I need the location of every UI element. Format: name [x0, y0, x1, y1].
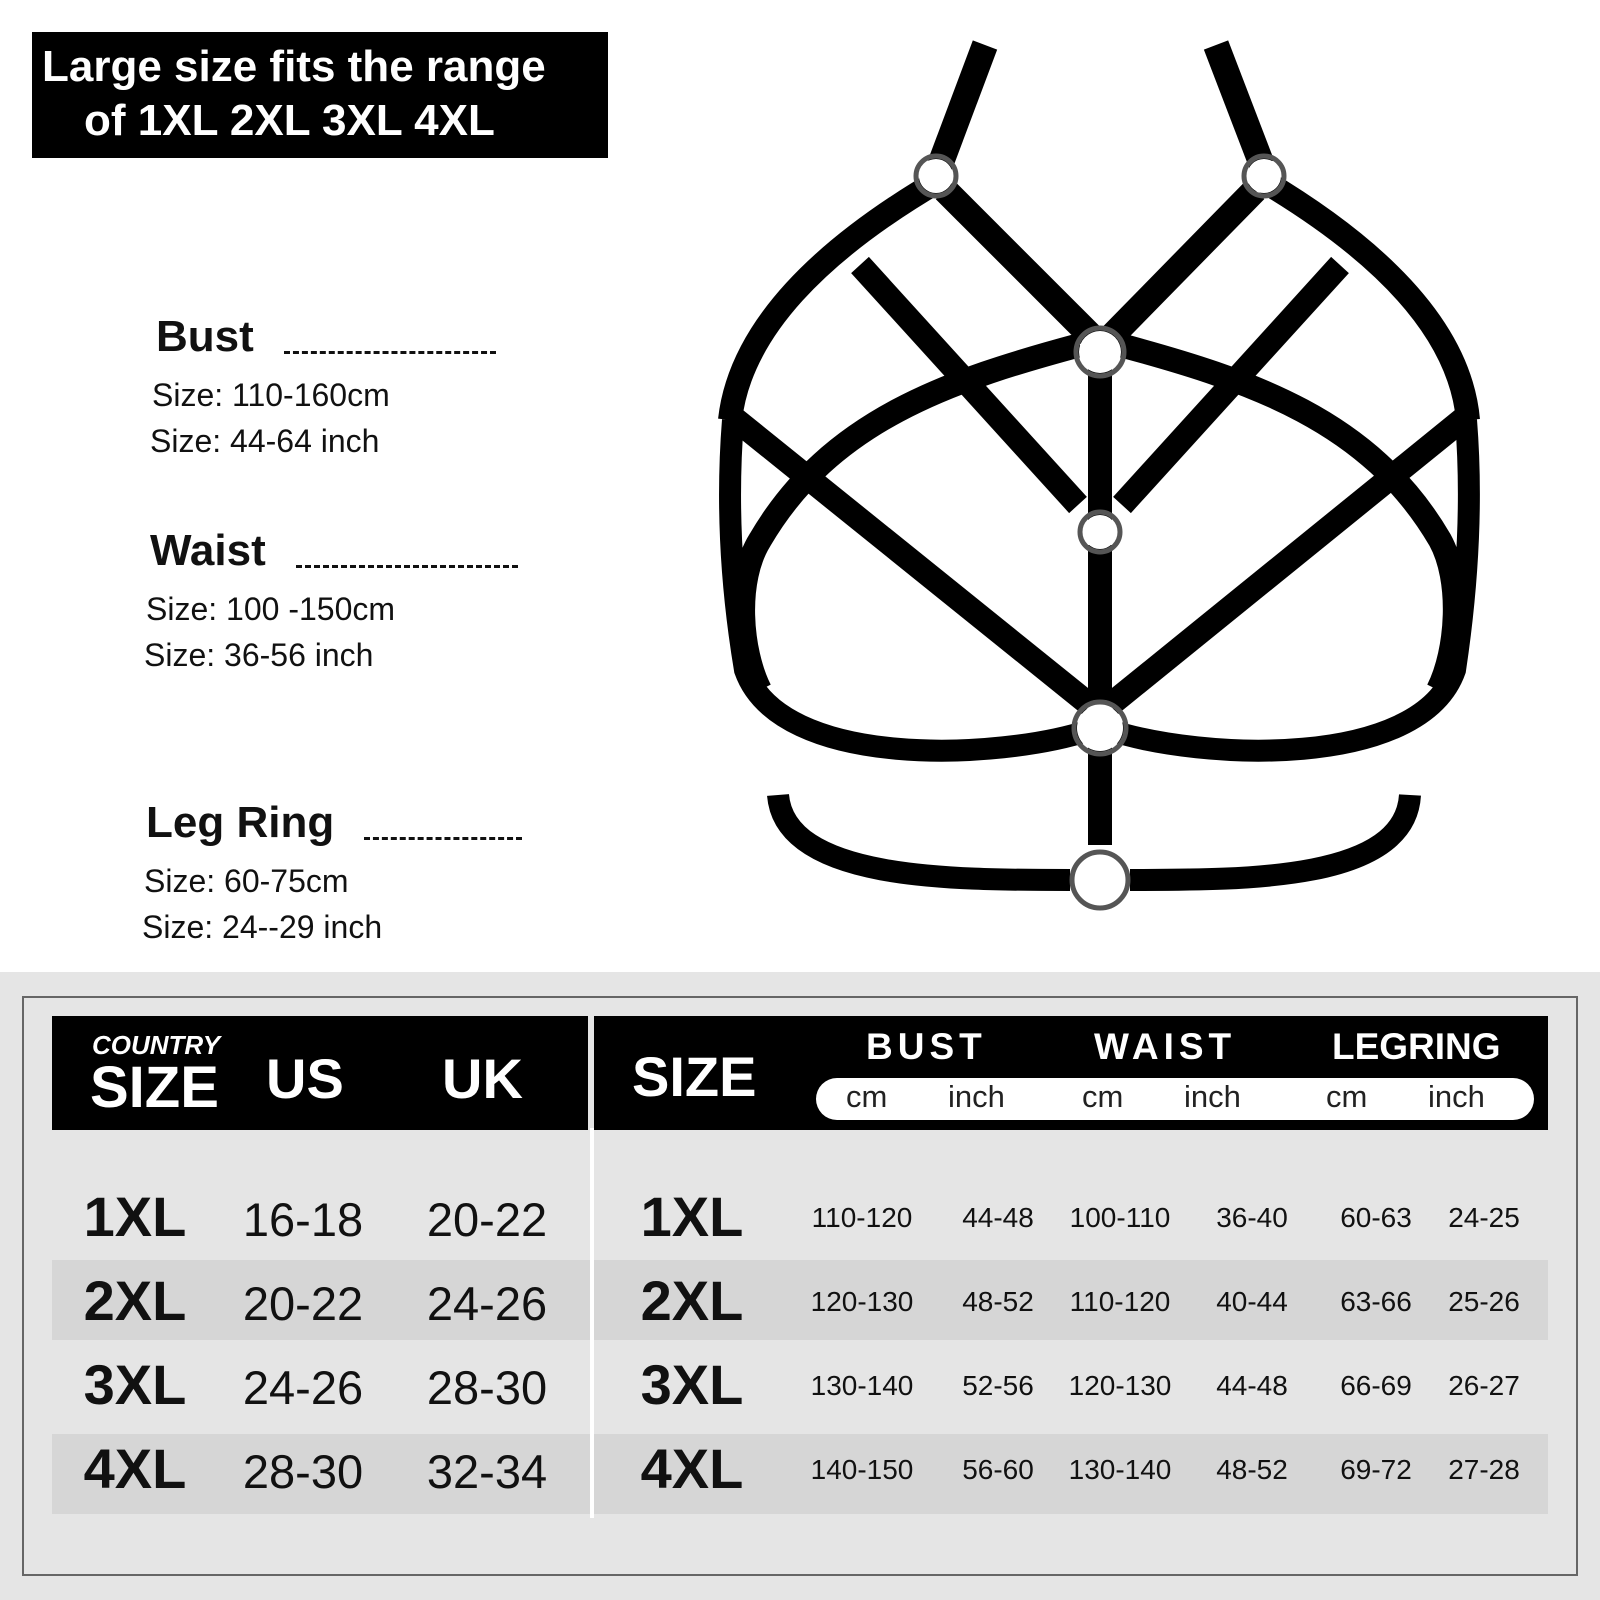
waist-header: WAIST — [1094, 1026, 1237, 1067]
range-banner — [32, 32, 608, 158]
row-4-size: 4XL — [640, 1437, 744, 1500]
row-1-bust-cm: 110-120 — [811, 1202, 913, 1233]
harness-illustration — [700, 38, 1480, 928]
row-3-waist-inch: 44-48 — [1216, 1370, 1288, 1401]
row-3-bust-inch: 52-56 — [962, 1370, 1034, 1401]
row-1-uk: 20-22 — [426, 1193, 548, 1246]
row-1-country-size: 1XL — [83, 1185, 187, 1248]
row-4-leg-inch: 27-28 — [1448, 1454, 1520, 1485]
bust-header: BUST — [866, 1026, 987, 1067]
row-3-leg-inch: 26-27 — [1448, 1370, 1520, 1401]
row-3-uk: 28-30 — [426, 1361, 548, 1414]
waist-size-inch: Size: 36-56 inch — [144, 637, 374, 673]
country-label: COUNTRY — [92, 1030, 221, 1060]
row-3-bust-cm: 130-140 — [810, 1370, 914, 1401]
row-2-waist-inch: 40-44 — [1216, 1286, 1288, 1317]
waist-size-cm: Size: 100 -150cm — [146, 591, 396, 627]
row-2-size: 2XL — [640, 1269, 744, 1332]
bust-dash-line — [284, 351, 496, 354]
waist-title: Waist — [150, 526, 266, 575]
row-4-bust-inch: 56-60 — [962, 1454, 1034, 1485]
legring-measure — [142, 798, 522, 950]
row-4-us: 28-30 — [242, 1445, 364, 1498]
table-divider — [590, 1128, 594, 1518]
row-1-size: 1XL — [640, 1185, 744, 1248]
waist-dash-line — [296, 565, 518, 568]
bust-cm-unit: cm — [846, 1079, 888, 1114]
row-1-leg-cm: 60-63 — [1340, 1202, 1412, 1233]
row-2-waist-cm: 110-120 — [1069, 1286, 1171, 1317]
row-1-waist-inch: 36-40 — [1216, 1202, 1288, 1233]
bust-inch-unit: inch — [948, 1079, 1005, 1114]
unit-pill — [816, 1078, 1534, 1120]
country-size-header — [52, 1016, 588, 1130]
row-3-size: 3XL — [640, 1353, 744, 1416]
row-1-leg-inch: 24-25 — [1448, 1202, 1520, 1233]
bust-size-cm: Size: 110-160cm — [152, 377, 390, 413]
row-4-waist-cm: 130-140 — [1068, 1454, 1172, 1485]
waist-measure — [144, 526, 518, 678]
row-2-uk: 24-26 — [426, 1277, 548, 1330]
size-header: SIZE — [632, 1045, 757, 1108]
row-4-waist-inch: 48-52 — [1216, 1454, 1288, 1485]
row-2-leg-cm: 63-66 — [1340, 1286, 1412, 1317]
bust-size-inch: Size: 44-64 inch — [150, 423, 380, 459]
row-2-bust-inch: 48-52 — [962, 1286, 1034, 1317]
legring-size-inch: Size: 24--29 inch — [142, 909, 383, 945]
legring-size-cm: Size: 60-75cm — [144, 863, 349, 899]
row-2-bust-cm: 120-130 — [810, 1286, 914, 1317]
banner-line-2: of 1XL 2XL 3XL 4XL — [84, 96, 495, 145]
us-header: US — [266, 1047, 344, 1110]
row-4-country-size: 4XL — [83, 1437, 187, 1500]
legring-cm-unit: cm — [1326, 1079, 1368, 1114]
row-3-us: 24-26 — [242, 1361, 364, 1414]
legring-dash-line — [364, 837, 522, 840]
waist-cm-unit: cm — [1082, 1079, 1124, 1114]
banner-line-1: Large size fits the range — [42, 42, 546, 91]
row-3-country-size: 3XL — [83, 1353, 187, 1416]
row-4-bust-cm: 140-150 — [810, 1454, 914, 1485]
legring-inch-unit: inch — [1428, 1079, 1485, 1114]
row-3-waist-cm: 120-130 — [1068, 1370, 1172, 1401]
row-4-uk: 32-34 — [426, 1445, 548, 1498]
bust-title: Bust — [156, 312, 254, 361]
legring-title: Leg Ring — [146, 798, 335, 847]
row-4-leg-cm: 69-72 — [1340, 1454, 1412, 1485]
row-2-us: 20-22 — [242, 1277, 364, 1330]
bust-measure — [150, 312, 496, 464]
country-size-label: SIZE — [90, 1055, 219, 1120]
row-3-leg-cm: 66-69 — [1340, 1370, 1412, 1401]
row-1-bust-inch: 44-48 — [962, 1202, 1034, 1233]
waist-inch-unit: inch — [1184, 1079, 1241, 1114]
row-2-country-size: 2XL — [83, 1269, 187, 1332]
legring-header: LEGRING — [1332, 1026, 1501, 1067]
row-1-us: 16-18 — [242, 1193, 364, 1246]
row-1-waist-cm: 100-110 — [1069, 1202, 1171, 1233]
row-2-leg-inch: 25-26 — [1448, 1286, 1520, 1317]
uk-header: UK — [442, 1047, 523, 1110]
